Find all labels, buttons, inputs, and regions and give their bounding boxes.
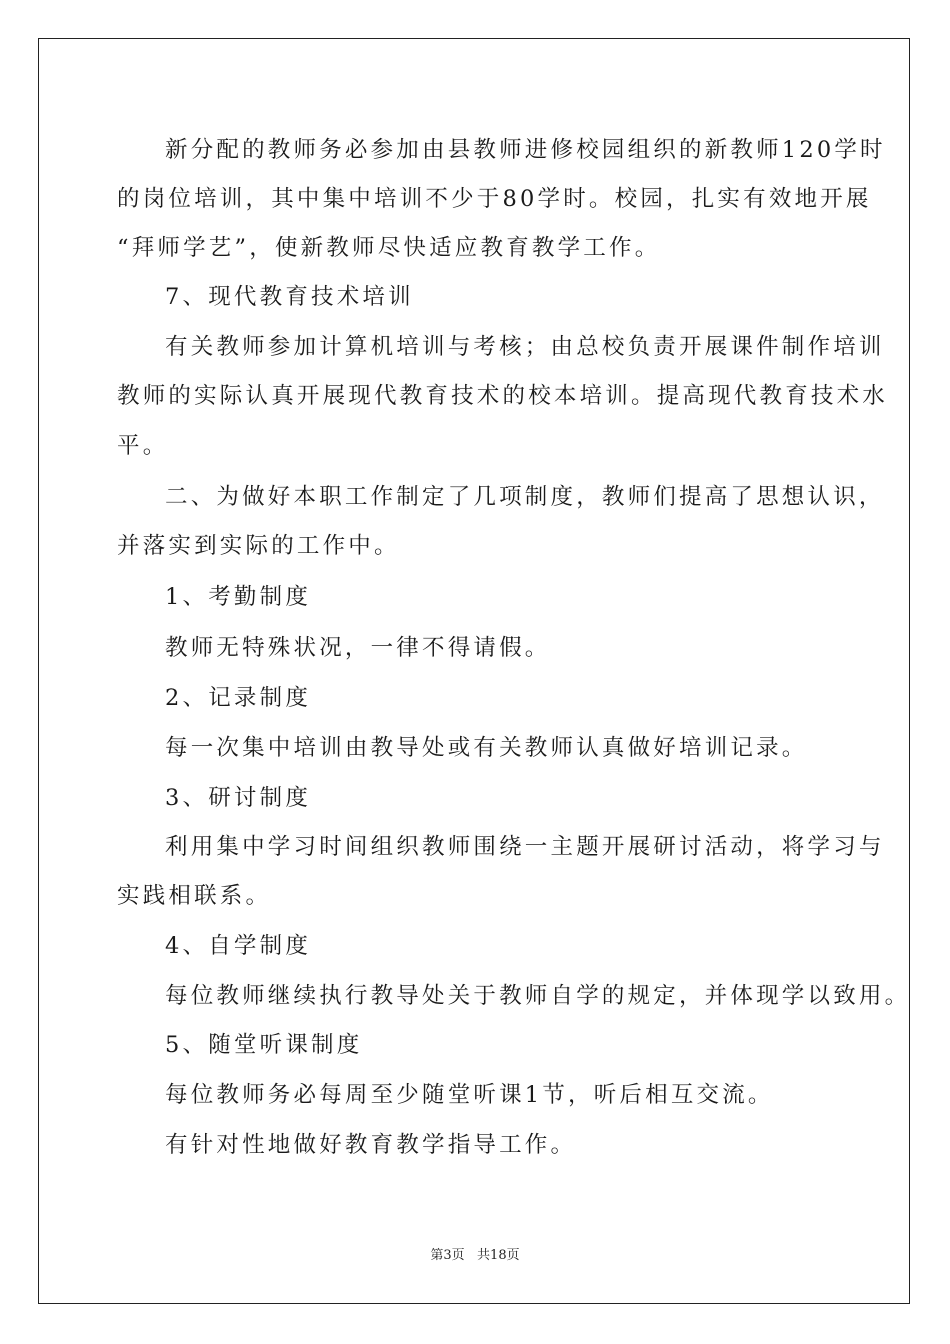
section-heading: 2、记录制度 xyxy=(165,685,312,711)
section-heading: 7、现代教育技术培训 xyxy=(165,284,414,310)
paragraph-line: 的岗位培训，其中集中培训不少于80学时。校园，扎实有效地开展 xyxy=(117,186,872,212)
section-heading: 1、考勤制度 xyxy=(165,584,312,610)
section-heading: 4、自学制度 xyxy=(165,933,312,959)
paragraph-line: 每一次集中培训由教导处或有关教师认真做好培训记录。 xyxy=(165,735,808,761)
paragraph-line: 教师无特殊状况，一律不得请假。 xyxy=(165,635,551,661)
paragraph-line: 每位教师务必每周至少随堂听课1节，听后相互交流。 xyxy=(165,1082,774,1108)
paragraph-line: 教师的实际认真开展现代教育技术的校本培训。提高现代教育技术水 xyxy=(117,383,889,409)
paragraph-line: 新分配的教师务必参加由县教师进修校园组织的新教师120学时 xyxy=(165,137,886,163)
page-number-footer: 第3页 共18页 xyxy=(430,1248,520,1263)
page-border xyxy=(38,38,910,1304)
section-heading: 二、为做好本职工作制定了几项制度，教师们提高了思想认识， xyxy=(165,484,885,510)
paragraph-line: 利用集中学习时间组织教师围绕一主题开展研讨活动，将学习与 xyxy=(165,834,885,860)
paragraph-line: 并落实到实际的工作中。 xyxy=(117,533,400,559)
paragraph-line: 有针对性地做好教育教学指导工作。 xyxy=(165,1132,577,1158)
paragraph-line: 有关教师参加计算机培训与考核；由总校负责开展课件制作培训 xyxy=(165,334,885,360)
paragraph-line: 平。 xyxy=(117,433,169,459)
paragraph-line: 实践相联系。 xyxy=(117,883,272,909)
paragraph-line: 每位教师继续执行教导处关于教师自学的规定，并体现学以致用。 xyxy=(165,983,911,1009)
section-heading: 5、随堂听课制度 xyxy=(165,1032,363,1058)
paragraph-line: “拜师学艺”，使新教师尽快适应教育教学工作。 xyxy=(117,235,661,261)
section-heading: 3、研讨制度 xyxy=(165,785,312,811)
